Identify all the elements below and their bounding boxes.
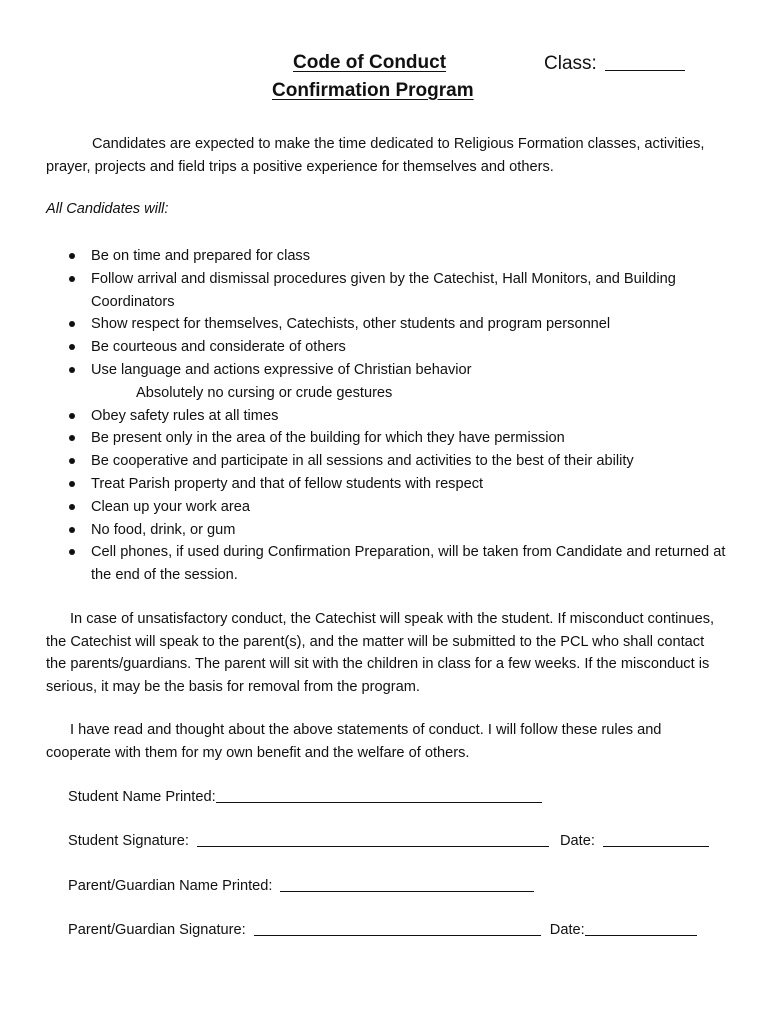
rule-item (0, 473, 740, 496)
student-name-label: Student Name Printed: (68, 789, 216, 805)
misconduct-paragraph: In case of unsatisfactory conduct, the Catechist will speak with the student. If misconduct continues, the Catechist will speak to the parent(s), and the matter will be submitted to the PCL who shall contact the parents/guardians. The parent will sit with the children in class for a few weeks. If the misconduct is serious, it may be the basis for removal from the program. (46, 611, 715, 695)
parent-signature-field (68, 920, 697, 938)
rule-item (0, 405, 740, 428)
parent-name-field (68, 876, 534, 894)
class-label: Class: (544, 53, 597, 74)
parent-name-label: Parent/Guardian Name Printed: (68, 878, 273, 894)
rule-text: Treat Parish property and that of fellow students with respect (91, 475, 484, 492)
rule-item (0, 541, 740, 587)
bullet-icon (69, 504, 75, 510)
class-field (544, 52, 685, 75)
bullet-icon (69, 367, 75, 373)
rule-text: Clean up your work area (91, 498, 250, 515)
rule-text: Cell phones, if used during Confirmation Preparation, will be taken from Candidate and returned at the end of the session. (91, 544, 726, 584)
rule-text: Be present only in the area of the building for which they have permission (91, 430, 565, 447)
rule-text: Be courteous and considerate of others (91, 339, 346, 356)
agreement-paragraph: I have read and thought about the above statements of conduct. I will follow these rules and cooperate with them for my own benefit and the welfare of others. (46, 722, 662, 761)
parent-name-line (280, 876, 534, 892)
student-name-field (68, 787, 542, 805)
document-title: Code of Conduct (293, 52, 447, 73)
bullet-icon (69, 253, 75, 259)
parent-signature-line (254, 920, 541, 936)
date-label: Date: (560, 833, 595, 849)
rule-text: Be on time and prepared for class (91, 248, 311, 264)
rule-text: Obey safety rules at all times (91, 407, 279, 424)
rule-item (0, 450, 740, 473)
bullet-icon (69, 481, 75, 487)
bullet-icon (69, 413, 75, 419)
bullet-icon (69, 458, 75, 464)
rule-item (0, 427, 740, 450)
rule-item (0, 336, 740, 359)
rule-text: Follow arrival and dismissal procedures given by the Catechist, Hall Monitors, and Building Coordinators (91, 270, 676, 310)
rule-text: Use language and actions expressive of Christian behavior (91, 361, 472, 378)
student-signature-line (197, 831, 549, 847)
bullet-icon (69, 527, 75, 533)
rules-lead-text: All Candidates will: (46, 201, 169, 217)
intro-paragraph: Candidates are expected to make the time dedicated to Religious Formation classes, activities, prayer, projects and field trips a positive experience for themselves and others. (46, 136, 705, 175)
rule-item (0, 245, 740, 268)
rule-item (0, 496, 740, 519)
bullet-icon (69, 321, 75, 327)
rule-subtext: Absolutely no cursing or crude gestures (136, 384, 393, 401)
student-signature-label: Student Signature: (68, 833, 189, 849)
rule-text: Show respect for themselves, Catechists, other students and program personnel (91, 316, 611, 333)
rule-text: No food, drink, or gum (91, 521, 236, 538)
bullet-icon (69, 435, 75, 441)
rule-text: Be cooperative and participate in all sessions and activities to the best of their ability (91, 453, 634, 470)
rule-item (0, 313, 740, 336)
date-line (585, 920, 697, 936)
rule-item (0, 268, 740, 314)
rule-item (0, 519, 740, 542)
rules-list (0, 245, 740, 587)
bullet-icon (69, 276, 75, 282)
date-label: Date: (549, 922, 585, 938)
rule-item (0, 359, 740, 405)
document-subtitle: Confirmation Program (272, 80, 474, 101)
bullet-icon (69, 344, 75, 350)
date-line (603, 831, 709, 847)
student-name-line (216, 787, 542, 803)
class-blank-line (605, 52, 685, 71)
student-signature-field (68, 831, 709, 849)
bullet-icon (69, 549, 75, 555)
parent-signature-label: Parent/Guardian Signature: (68, 922, 246, 938)
